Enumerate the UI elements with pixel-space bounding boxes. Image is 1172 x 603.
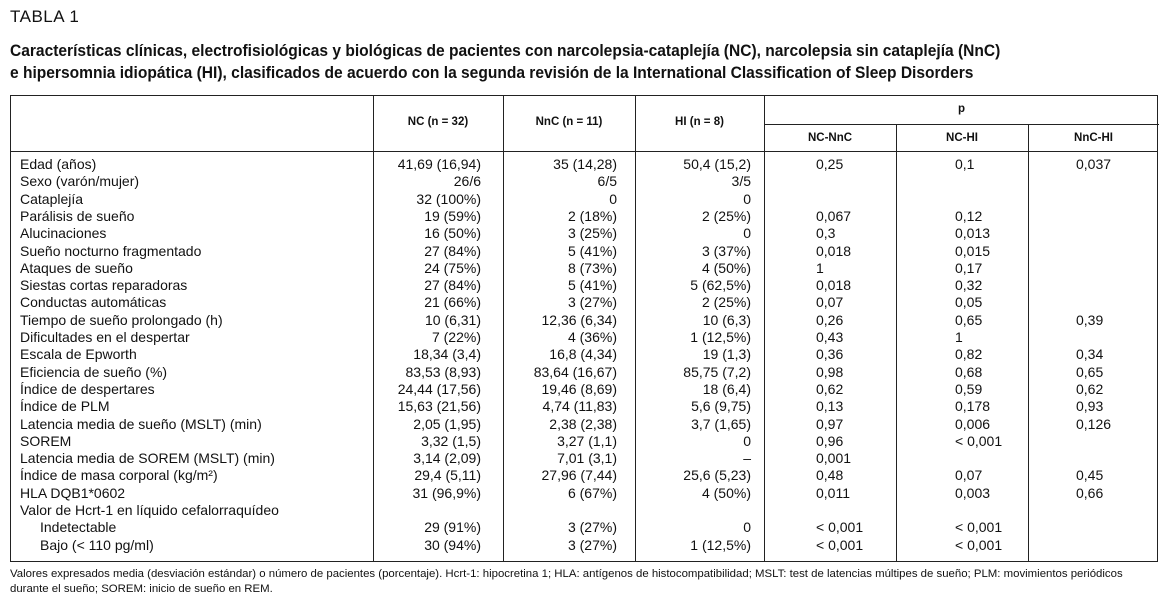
cell-p-nnc-hi: 0,66 <box>1076 484 1104 501</box>
cell-nnc: 12,36 (6,34) <box>541 311 617 328</box>
row-label: Latencia media de SOREM (MSLT) (min) <box>20 450 275 467</box>
header-hi: HI (n = 8) <box>675 116 724 128</box>
cell-p-nc-nnc: 0,62 <box>816 380 844 397</box>
cell-p-nc-hi: 0,013 <box>955 225 991 242</box>
cell-p-nc-hi: 0,12 <box>955 207 983 224</box>
table-caption <box>10 40 1108 84</box>
cell-hi: 10 (6,3) <box>702 311 751 328</box>
cell-nc: 41,69 (16,94) <box>397 156 481 172</box>
cell-p-nc-nnc: 0,018 <box>816 242 852 259</box>
cell-p-nc-hi: 0,05 <box>955 294 983 311</box>
table-row <box>11 243 1157 260</box>
cell-nc: 29,4 (5,11) <box>414 467 481 484</box>
cell-p-nc-hi: 0,17 <box>955 259 983 276</box>
header-p-nnc-hi: NnC-HI <box>1074 132 1113 144</box>
cell-p-nc-nnc: 0,25 <box>816 156 844 172</box>
cell-nnc: 3,27 (1,1) <box>557 432 617 449</box>
cell-nnc: 27,96 (7,44) <box>541 467 617 484</box>
cell-p-nc-hi: 0,1 <box>955 156 975 172</box>
cell-p-nc-nnc: 0,48 <box>816 467 844 484</box>
cell-nc: 15,63 (21,56) <box>397 398 481 415</box>
cell-p-nc-nnc: < 0,001 <box>816 536 864 553</box>
table-row <box>11 433 1157 450</box>
row-label: Ataques de sueño <box>20 259 133 276</box>
cell-p-nc-nnc: 0,067 <box>816 207 852 224</box>
cell-hi: 5,6 (9,75) <box>691 398 751 415</box>
cell-p-nc-hi: 1 <box>955 329 963 345</box>
table-row <box>11 485 1157 502</box>
cell-p-nc-nnc: 0,98 <box>816 363 844 380</box>
cell-nnc: 5 (41%) <box>567 242 617 259</box>
cell-hi: 0 <box>743 519 751 536</box>
cell-nnc: 35 (14,28) <box>553 156 617 172</box>
cell-p-nc-hi: 0,003 <box>955 484 991 501</box>
cell-p-nc-nnc: 0,13 <box>816 398 844 415</box>
cell-hi: 2 (25%) <box>701 207 751 224</box>
table-footnote: Valores expresados media (desviación estándar) o número de pacientes (porcentaje). Hcrt-1: hipocretina 1; HLA: antígenos de histocompatibilidad; MSLT: test de latencias múltipes de sueño; PLM: movimientos periódicos durante el sueño; SOREM: inicio de sueño en REM. <box>10 568 1123 595</box>
cell-hi: 4 (50%) <box>701 484 751 501</box>
cell-nnc: 3 (25%) <box>567 225 617 242</box>
cell-nc: 24,44 (17,56) <box>397 380 481 397</box>
table-row <box>11 364 1157 381</box>
cell-p-nnc-hi: 0,037 <box>1076 156 1112 172</box>
cell-nnc: 2 (18%) <box>567 207 617 224</box>
cell-p-nnc-hi: 0,45 <box>1076 467 1104 484</box>
cell-nnc: 7,01 (3,1) <box>557 450 617 467</box>
row-label: Tiempo de sueño prolongado (h) <box>20 311 223 328</box>
cell-nc: 19 (59%) <box>424 207 481 224</box>
cell-hi: 3/5 <box>731 173 751 190</box>
cell-p-nc-hi: 0,65 <box>955 311 983 328</box>
cell-nc: 27 (84%) <box>424 242 481 259</box>
cell-nnc: 6 (67%) <box>567 484 617 501</box>
cell-p-nc-nnc: 0,36 <box>816 346 844 363</box>
cell-nnc: 3 (27%) <box>567 519 617 536</box>
cell-nc: 3,32 (1,5) <box>421 432 481 449</box>
cell-hi: 1 (12,5%) <box>690 536 751 553</box>
row-label: SOREM <box>20 432 72 449</box>
row-label: Parálisis de sueño <box>20 207 135 224</box>
cell-nc: 18,34 (3,4) <box>413 346 481 363</box>
cell-p-nc-hi: 0,07 <box>955 467 983 484</box>
cell-hi: 85,75 (7,2) <box>683 363 751 380</box>
cell-hi: 18 (6,4) <box>702 380 751 397</box>
table-row <box>11 225 1157 242</box>
cell-nc: 83,53 (8,93) <box>405 363 481 380</box>
table-row <box>11 519 1157 536</box>
table-row <box>11 294 1157 311</box>
caption-line-1: Características clínicas, electrofisiológicas y biológicas de pacientes con narcolepsia-cataplejía (NC), narcolepsia sin cataplejía (NnC) <box>10 42 1001 60</box>
cell-p-nnc-hi: 0,93 <box>1076 398 1104 415</box>
cell-p-nc-hi: < 0,001 <box>955 432 1003 449</box>
table-row <box>11 329 1157 346</box>
header-p-nc-hi: NC-HI <box>946 132 978 144</box>
cell-p-nc-hi: < 0,001 <box>955 536 1003 553</box>
cell-nnc: 8 (73%) <box>567 259 617 276</box>
cell-nc: 30 (94%) <box>424 536 481 553</box>
row-label: Alucinaciones <box>20 225 107 242</box>
table-row <box>11 416 1157 433</box>
cell-nnc: 4,74 (11,83) <box>542 398 617 415</box>
cell-p-nc-hi: 0,32 <box>955 277 983 294</box>
cell-hi: – <box>743 450 751 467</box>
cell-p-nc-nnc: 0,26 <box>816 311 844 328</box>
cell-nnc: 19,46 (8,69) <box>541 380 617 397</box>
cell-nc: 10 (6,31) <box>424 311 481 328</box>
cell-nc: 3,14 (2,09) <box>413 450 481 467</box>
table-row <box>11 450 1157 467</box>
cell-p-nnc-hi: 0,65 <box>1076 363 1104 380</box>
cell-p-nc-nnc: 0,43 <box>816 329 844 345</box>
row-label: Índice de PLM <box>20 398 110 415</box>
table-row <box>11 312 1157 329</box>
cell-hi: 19 (1,3) <box>702 346 751 363</box>
table-row <box>11 346 1157 363</box>
table-row <box>11 260 1157 277</box>
cell-hi: 0 <box>743 225 751 242</box>
cell-p-nc-nnc: 0,011 <box>816 484 850 501</box>
header-nc: NC (n = 32) <box>407 116 469 128</box>
cell-p-nc-nnc: 1 <box>816 259 824 276</box>
cell-p-nc-nnc: < 0,001 <box>816 519 864 536</box>
cell-nc: 27 (84%) <box>424 277 481 294</box>
cell-nnc: 83,64 (16,67) <box>533 363 617 380</box>
cell-hi: 0 <box>743 432 751 449</box>
table-row <box>11 398 1157 415</box>
cell-nc: 32 (100%) <box>416 190 481 207</box>
row-label: Valor de Hcrt-1 en líquido cefalorraquídeo <box>20 502 279 518</box>
cell-hi: 4 (50%) <box>701 259 751 276</box>
cell-nnc: 3 (27%) <box>567 536 617 553</box>
cell-hi: 1 (12,5%) <box>690 329 751 345</box>
table-row <box>11 381 1157 398</box>
caption-line-2: e hipersomnia idiopática (HI), clasificados de acuerdo con la segunda revisión de la International Classification of Sleep Disorders <box>10 64 974 82</box>
cell-hi: 0 <box>743 190 751 207</box>
cell-nnc: 5 (41%) <box>567 277 617 294</box>
header-nnc: NnC (n = 11) <box>535 116 603 128</box>
row-label: Sueño nocturno fragmentado <box>20 242 202 259</box>
cell-hi: 3,7 (1,65) <box>691 415 751 432</box>
cell-p-nc-hi: 0,015 <box>955 242 991 259</box>
cell-p-nc-hi: 0,59 <box>955 380 983 397</box>
cell-nc: 16 (50%) <box>424 225 481 242</box>
row-label: Cataplejía <box>20 190 84 207</box>
cell-p-nc-nnc: 0,3 <box>816 225 836 242</box>
cell-p-nc-nnc: 0,97 <box>816 415 844 432</box>
cell-nnc: 2,38 (2,38) <box>549 415 617 432</box>
row-label: Dificultades en el despertar <box>20 329 190 345</box>
cell-hi: 2 (25%) <box>701 294 751 311</box>
cell-nnc: 16,8 (4,34) <box>549 346 617 363</box>
cell-nc: 26/6 <box>453 173 481 190</box>
cell-p-nc-nnc: 0,96 <box>816 432 844 449</box>
cell-nnc: 3 (27%) <box>567 294 617 311</box>
row-label: Eficiencia de sueño (%) <box>20 363 168 380</box>
table-row <box>11 156 1157 173</box>
data-table <box>10 95 1158 562</box>
table-header <box>11 96 1157 152</box>
table-row <box>11 502 1157 519</box>
row-label: Bajo (< 110 pg/ml) <box>40 536 154 553</box>
cell-nnc: 6/5 <box>597 173 617 190</box>
row-label: Sexo (varón/mujer) <box>20 173 140 190</box>
cell-nc: 29 (91%) <box>424 519 481 536</box>
cell-p-nc-hi: 0,82 <box>955 346 983 363</box>
table-row <box>11 537 1157 554</box>
cell-p-nc-hi: 0,006 <box>955 415 991 432</box>
header-p-nc-nnc: NC-NnC <box>807 132 853 144</box>
cell-hi: 3 (37%) <box>701 242 751 259</box>
cell-nc: 7 (22%) <box>431 329 481 345</box>
cell-p-nc-hi: 0,68 <box>955 363 983 380</box>
cell-nc: 21 (66%) <box>424 294 481 311</box>
cell-p-nnc-hi: 0,34 <box>1076 346 1104 363</box>
row-label: Conductas automáticas <box>20 294 167 311</box>
cell-nc: 24 (75%) <box>424 259 481 276</box>
cell-p-nnc-hi: 0,39 <box>1076 311 1104 328</box>
row-label: Indetectable <box>40 519 117 536</box>
table-row <box>11 467 1157 484</box>
table-row <box>11 277 1157 294</box>
cell-hi: 50,4 (15,2) <box>683 156 751 172</box>
table-row <box>11 208 1157 225</box>
cell-hi: 5 (62,5%) <box>690 277 751 294</box>
row-label: Latencia media de sueño (MSLT) (min) <box>20 415 262 432</box>
cell-p-nc-nnc: 0,018 <box>816 277 852 294</box>
table-row <box>11 173 1157 190</box>
cell-hi: 25,6 (5,23) <box>683 467 751 484</box>
row-label: Siestas cortas reparadoras <box>20 277 188 294</box>
row-label: Escala de Epworth <box>20 346 137 363</box>
cell-nc: 31 (96,9%) <box>412 484 481 501</box>
row-label: Edad (años) <box>20 156 97 172</box>
cell-p-nnc-hi: 0,62 <box>1076 380 1104 397</box>
cell-nnc: 0 <box>609 190 617 207</box>
header-p: p <box>957 103 966 115</box>
cell-p-nc-nnc: 0,07 <box>816 294 844 311</box>
row-label: Índice de masa corporal (kg/m²) <box>20 467 218 484</box>
cell-p-nc-nnc: 0,001 <box>816 450 852 467</box>
row-label: Índice de despertares <box>20 380 155 397</box>
table-row <box>11 191 1157 208</box>
table-label: TABLA 1 <box>10 7 80 26</box>
cell-nc: 2,05 (1,95) <box>413 415 481 432</box>
cell-p-nc-hi: < 0,001 <box>955 519 1003 536</box>
cell-nnc: 4 (36%) <box>567 329 617 345</box>
cell-p-nnc-hi: 0,126 <box>1076 415 1112 432</box>
row-label: HLA DQB1*0602 <box>20 484 126 501</box>
cell-p-nc-hi: 0,178 <box>955 398 991 415</box>
